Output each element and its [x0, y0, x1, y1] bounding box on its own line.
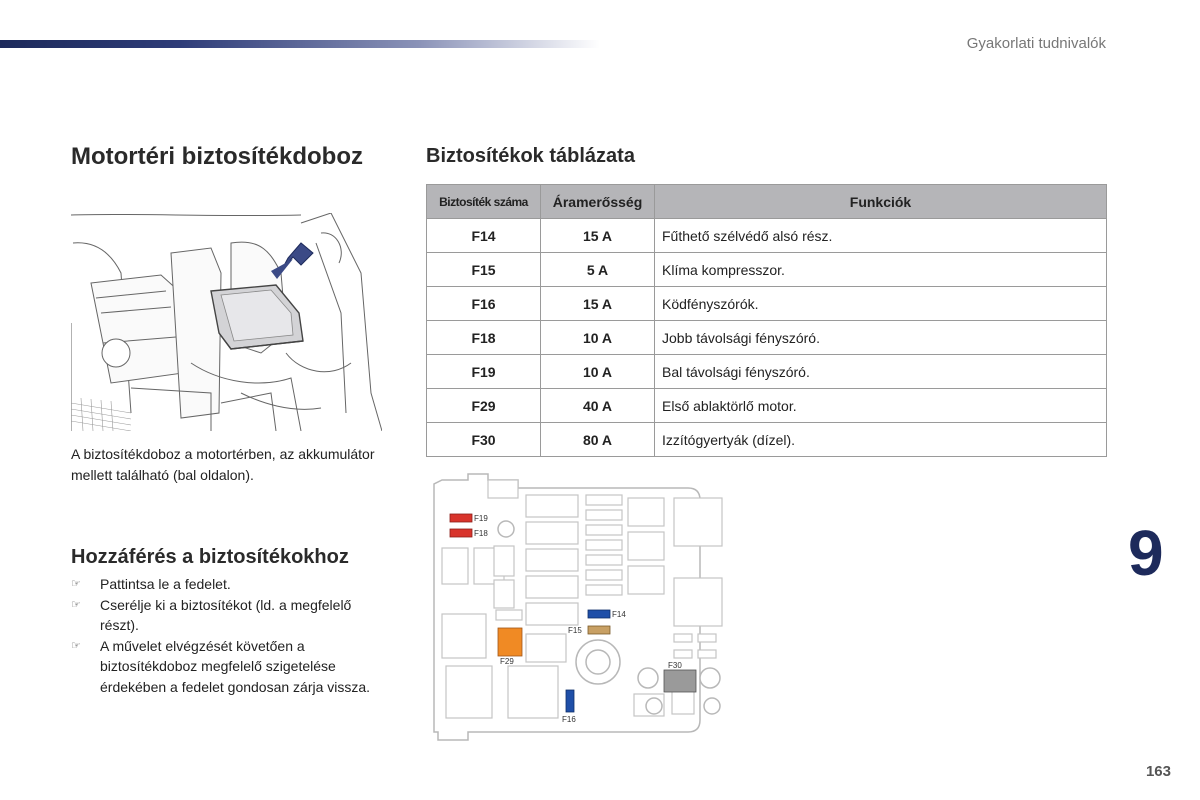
header-fuse-number: Biztosíték száma — [427, 185, 541, 219]
pointing-hand-icon: ☞ — [71, 639, 81, 652]
list-item — [71, 595, 391, 636]
fuse-f18 — [450, 529, 488, 538]
fuse-f15 — [568, 626, 610, 635]
step-text: Pattintsa le a fedelet. — [100, 576, 231, 592]
fuse-number-cell: F30 — [427, 423, 541, 457]
function-cell: Izzítógyertyák (dízel). — [655, 423, 1107, 457]
header-gradient-bar — [0, 40, 600, 48]
step-text: Cserélje ki a biztosítékot (ld. a megfelelő részt). — [100, 596, 352, 633]
amperage-cell: 15 A — [541, 287, 655, 321]
location-arrow — [279, 243, 313, 275]
fuse-box-cover — [211, 285, 303, 349]
pointing-hand-icon: ☞ — [71, 598, 81, 611]
function-cell: Bal távolsági fényszóró. — [655, 355, 1107, 389]
header-functions: Funkciók — [655, 185, 1107, 219]
fuse-number-cell: F18 — [427, 321, 541, 355]
access-steps-list — [71, 574, 391, 697]
table-row — [427, 321, 1107, 355]
function-cell: Jobb távolsági fényszóró. — [655, 321, 1107, 355]
fuse-label-f19: F19 — [474, 514, 488, 523]
fuse-label-f16: F16 — [562, 715, 576, 724]
fuse-label-f30: F30 — [668, 661, 682, 670]
amperage-cell: 40 A — [541, 389, 655, 423]
engine-bay-illustration — [71, 213, 382, 431]
function-cell: Klíma kompresszor. — [655, 253, 1107, 287]
table-row — [427, 253, 1107, 287]
pointing-hand-icon: ☞ — [71, 578, 81, 590]
fuse-box-diagram — [428, 470, 746, 752]
fuse-label-f14: F14 — [612, 610, 626, 619]
fuse-number-cell: F14 — [427, 219, 541, 253]
table-row — [427, 355, 1107, 389]
fuse-label-f15: F15 — [568, 626, 582, 635]
table-title: Biztosítékok táblázata — [426, 145, 635, 167]
fuse-label-f18: F18 — [474, 529, 488, 538]
chapter-number: 9 — [1128, 517, 1164, 589]
amperage-cell: 10 A — [541, 321, 655, 355]
table-row — [427, 389, 1107, 423]
function-cell: Fűthető szélvédő alsó rész. — [655, 219, 1107, 253]
table-row — [427, 287, 1107, 321]
header-amperage: Áramerősség — [541, 185, 655, 219]
amperage-cell: 80 A — [541, 423, 655, 457]
access-section-title: Hozzáférés a biztosítékokhoz — [71, 546, 349, 568]
fuse-table — [426, 184, 1107, 457]
fuse-f19 — [450, 514, 488, 523]
fuse-label-f29: F29 — [500, 657, 514, 666]
engine-caption: A biztosítékdoboz a motortérben, az akkumulátor mellett található (bal oldalon). — [71, 446, 375, 483]
section-title: Gyakorlati tudnivalók — [966, 35, 1106, 52]
fuse-number-cell: F16 — [427, 287, 541, 321]
list-item — [71, 574, 391, 595]
list-item — [71, 636, 391, 698]
fuse-number-cell: F29 — [427, 389, 541, 423]
step-text: A művelet elvégzését követően a biztosítékdoboz megfelelő szigetelése érdekében a fedelet gondosan zárja vissza. — [100, 637, 371, 695]
amperage-cell: 15 A — [541, 219, 655, 253]
fuse-number-cell: F19 — [427, 355, 541, 389]
table-header-row — [427, 185, 1107, 219]
page-number: 163 — [1145, 763, 1171, 780]
function-cell: Ködfényszórók. — [655, 287, 1107, 321]
page-title: Motortéri biztosítékdoboz — [71, 143, 363, 170]
table-row — [427, 219, 1107, 253]
fuse-f14 — [588, 610, 626, 619]
table-row — [427, 423, 1107, 457]
amperage-cell: 5 A — [541, 253, 655, 287]
fuse-number-cell: F15 — [427, 253, 541, 287]
function-cell: Első ablaktörlő motor. — [655, 389, 1107, 423]
amperage-cell: 10 A — [541, 355, 655, 389]
